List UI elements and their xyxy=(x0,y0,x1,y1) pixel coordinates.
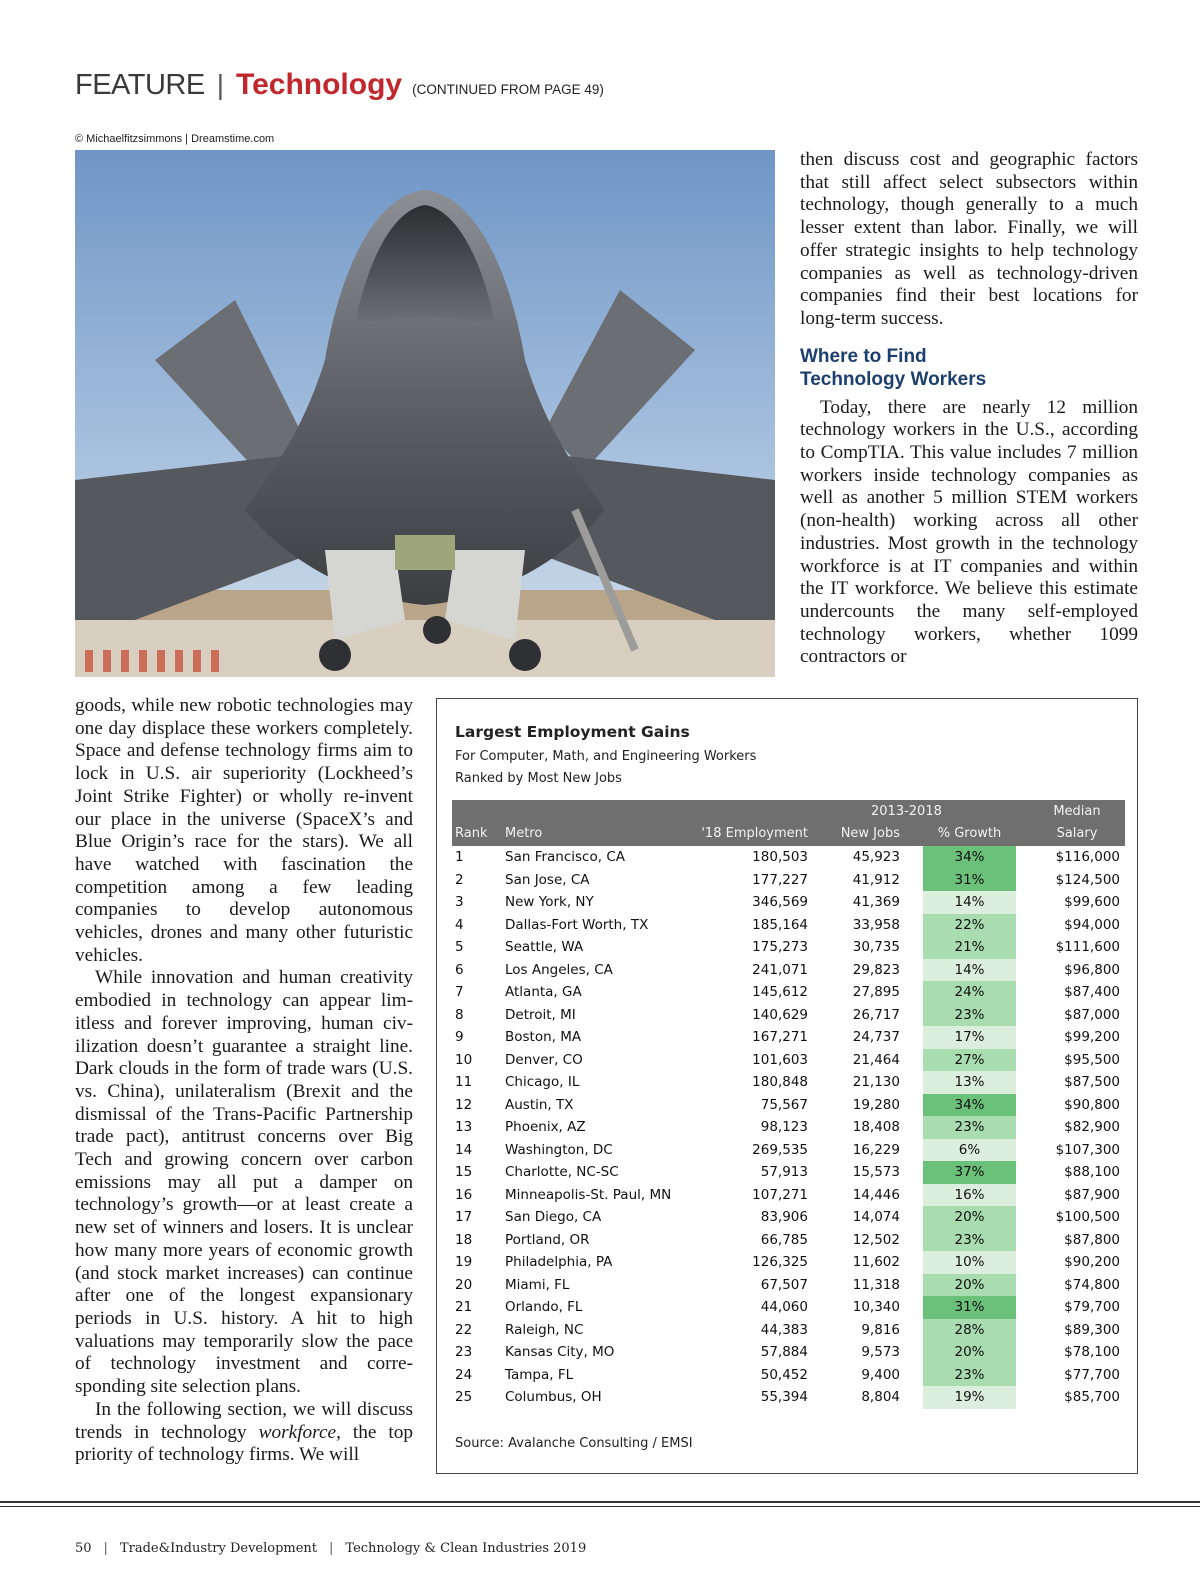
row-metro: Dallas-Fort Worth, TX xyxy=(505,916,649,933)
row-growth: 16% xyxy=(923,1184,1016,1207)
row-salary: $124,500 xyxy=(1055,871,1120,888)
paragraph-3-end: , the top priority of technology firms. We will xyxy=(75,1421,413,1466)
row-new-jobs: 14,446 xyxy=(852,1186,900,1203)
issue-name: Technology & Clean Industries 2019 xyxy=(345,1541,587,1556)
row-growth: 31% xyxy=(923,1296,1016,1319)
row-new-jobs: 15,573 xyxy=(852,1164,900,1180)
row-metro: Atlanta, GA xyxy=(505,984,582,1000)
row-employment: 44,060 xyxy=(760,1299,808,1315)
row-new-jobs: 9,573 xyxy=(861,1344,900,1360)
row-rank: 10 xyxy=(455,1051,473,1068)
table-row xyxy=(452,914,1125,937)
row-salary: $90,200 xyxy=(1064,1254,1120,1270)
row-salary: $87,500 xyxy=(1064,1074,1120,1090)
row-employment: 107,271 xyxy=(752,1186,808,1203)
row-rank: 2 xyxy=(455,871,464,888)
row-growth: 28% xyxy=(923,1319,1016,1342)
row-growth: 14% xyxy=(923,959,1016,982)
row-metro: Washington, DC xyxy=(505,1141,613,1158)
header-growth: % Growth xyxy=(937,826,1002,841)
row-new-jobs: 11,602 xyxy=(852,1254,900,1270)
table-row xyxy=(452,959,1125,982)
row-metro: Los Angeles, CA xyxy=(505,961,613,978)
row-rank: 17 xyxy=(455,1209,473,1225)
row-employment: 66,785 xyxy=(760,1231,808,1248)
row-metro: Austin, TX xyxy=(505,1096,574,1113)
row-new-jobs: 10,340 xyxy=(852,1299,900,1315)
publication-name: Trade&Industry Development xyxy=(119,1541,318,1556)
row-salary: $87,800 xyxy=(1064,1231,1120,1248)
row-employment: 145,612 xyxy=(752,984,808,1000)
row-metro: Detroit, MI xyxy=(505,1006,576,1023)
row-metro: San Diego, CA xyxy=(505,1209,602,1225)
header-group-years: 2013-2018 xyxy=(871,804,942,819)
page-header xyxy=(75,68,604,108)
row-rank: 23 xyxy=(455,1344,473,1360)
table-row xyxy=(452,1071,1125,1094)
row-rank: 7 xyxy=(455,984,464,1000)
row-new-jobs: 33,958 xyxy=(852,916,900,933)
row-employment: 185,164 xyxy=(752,916,808,933)
row-metro: Seattle, WA xyxy=(505,939,584,955)
row-employment: 346,569 xyxy=(752,894,808,910)
row-growth: 24% xyxy=(923,981,1016,1004)
row-rank: 5 xyxy=(455,939,464,955)
subhead-line-1: Where to Find xyxy=(800,345,927,367)
row-employment: 55,394 xyxy=(760,1389,808,1405)
row-metro: San Francisco, CA xyxy=(505,849,625,865)
row-rank: 20 xyxy=(455,1276,473,1293)
body-paragraph: Today, there are nearly 12 million technology workers in the U.S., according to CompTIA. This value includes 7 million workers inside technology companies as well as another 5 million STEM workers (non-health) working across all other industries. Most growth in the technology workforce is at IT companies and within the IT workforce. We believe this estimate undercounts the many self-employed technology workers, whether 1099 contractors or xyxy=(800,396,1138,668)
row-rank: 9 xyxy=(455,1029,464,1045)
row-new-jobs: 41,369 xyxy=(852,894,900,910)
row-growth: 19% xyxy=(923,1386,1016,1409)
row-rank: 21 xyxy=(455,1299,473,1315)
row-rank: 24 xyxy=(455,1366,473,1383)
row-growth: 21% xyxy=(923,936,1016,959)
table-row xyxy=(452,1364,1125,1387)
left-text-column xyxy=(75,695,413,1467)
table-row xyxy=(452,1116,1125,1139)
row-new-jobs: 16,229 xyxy=(852,1141,900,1158)
row-growth: 6% xyxy=(923,1139,1016,1162)
row-rank: 22 xyxy=(455,1321,473,1338)
paragraph-3-start: In the following section, we will discuss trends in technology xyxy=(75,1398,413,1443)
row-growth: 22% xyxy=(923,914,1016,937)
row-new-jobs: 9,400 xyxy=(861,1366,900,1383)
row-growth: 31% xyxy=(923,869,1016,892)
row-rank: 25 xyxy=(455,1389,473,1405)
header-salary: Salary xyxy=(1056,826,1098,841)
paragraph-2: While innovation and human creativity embodied in technology can appear limitless and forever improving, human civilization doesn’t guarantee a straight line. Dark clouds in the form of trade wars (U.S. vs. China), unilateralism (Brexit and the dismissal of the Trans-Pacific Partnership trade pact), antitrust concerns over Big Tech and growing concern over carbon emissions may all put a damper on technology’s growth—or at least create a new set of winners and losers. It is unclear how many more years of economic growth (and stock market increases) can continue after one of the longest expansionary periods in U.S. history. A hit to high valuations may temporarily slow the pace of technology investment and corresponding site selection plans. xyxy=(75,967,413,1398)
row-new-jobs: 45,923 xyxy=(852,849,900,865)
paragraph-1: goods, while new robotic technologies may one day displace these workers completely. Space and defense technology firms aim to lock in U.S. air superiority (Lockheed’s Joint Strike Fighter) or wholly re-invent our place in the universe (SpaceX’s and Blue Origin’s race for the stars). We all have watched with fascination the competition among a few leading companies to develop autonomous vehicles, drones and many other futuristic vehicles. xyxy=(75,695,413,966)
row-growth: 37% xyxy=(923,1161,1016,1184)
subhead-line-2: Technology Workers xyxy=(800,368,987,390)
row-growth: 10% xyxy=(923,1251,1016,1274)
row-salary: $94,000 xyxy=(1064,916,1120,933)
row-salary: $99,200 xyxy=(1064,1029,1120,1045)
row-rank: 8 xyxy=(455,1006,464,1023)
table-subtitle-2: Ranked by Most New Jobs xyxy=(455,771,622,786)
row-employment: 269,535 xyxy=(752,1141,808,1158)
row-employment: 83,906 xyxy=(760,1209,808,1225)
table-source: Source: Avalanche Consulting / EMSI xyxy=(455,1436,693,1451)
row-employment: 57,913 xyxy=(760,1164,808,1180)
row-employment: 98,123 xyxy=(760,1119,808,1135)
row-salary: $88,100 xyxy=(1064,1164,1120,1180)
row-growth: 27% xyxy=(923,1049,1016,1072)
header-new-jobs: New Jobs xyxy=(840,826,900,841)
row-new-jobs: 29,823 xyxy=(852,961,900,978)
row-new-jobs: 27,895 xyxy=(852,984,900,1000)
row-rank: 4 xyxy=(455,916,464,933)
table-title: Largest Employment Gains xyxy=(455,723,690,741)
section-subhead xyxy=(800,345,1138,391)
row-growth: 23% xyxy=(923,1229,1016,1252)
row-metro: Columbus, OH xyxy=(505,1389,602,1405)
row-employment: 241,071 xyxy=(752,961,808,978)
table-subtitle-1: For Computer, Math, and Engineering Workers xyxy=(455,749,757,764)
row-metro: Phoenix, AZ xyxy=(505,1119,586,1135)
row-new-jobs: 19,280 xyxy=(852,1096,900,1113)
row-growth: 17% xyxy=(923,1026,1016,1049)
row-salary: $74,800 xyxy=(1064,1276,1120,1293)
row-rank: 13 xyxy=(455,1119,473,1135)
row-employment: 75,567 xyxy=(760,1096,808,1113)
page-footer xyxy=(75,1541,586,1556)
row-new-jobs: 14,074 xyxy=(852,1209,900,1225)
row-new-jobs: 21,130 xyxy=(852,1074,900,1090)
row-rank: 12 xyxy=(455,1096,473,1113)
right-text-column xyxy=(800,149,1138,669)
row-metro: Portland, OR xyxy=(505,1231,590,1248)
table-body xyxy=(452,846,1125,1409)
row-growth: 13% xyxy=(923,1071,1016,1094)
row-employment: 140,629 xyxy=(752,1006,808,1023)
row-salary: $85,700 xyxy=(1064,1389,1120,1405)
page-number: 50 xyxy=(75,1541,92,1556)
continued-note: (CONTINUED FROM PAGE 49) xyxy=(412,82,604,97)
row-new-jobs: 24,737 xyxy=(852,1029,900,1045)
row-employment: 180,848 xyxy=(752,1074,808,1090)
row-metro: Charlotte, NC-SC xyxy=(505,1164,619,1180)
row-metro: Orlando, FL xyxy=(505,1299,583,1315)
row-salary: $78,100 xyxy=(1064,1344,1120,1360)
table-row xyxy=(452,1386,1125,1409)
table-row xyxy=(452,1139,1125,1162)
row-salary: $116,000 xyxy=(1055,849,1120,865)
row-salary: $107,300 xyxy=(1055,1141,1120,1158)
row-metro: Philadelphia, PA xyxy=(505,1254,613,1270)
table-row xyxy=(452,1229,1125,1252)
row-salary: $79,700 xyxy=(1064,1299,1120,1315)
section-label: FEATURE xyxy=(75,69,205,101)
header-median: Median xyxy=(1053,804,1101,819)
row-employment: 167,271 xyxy=(752,1029,808,1045)
row-new-jobs: 26,717 xyxy=(852,1006,900,1023)
row-rank: 18 xyxy=(455,1231,473,1248)
row-new-jobs: 8,804 xyxy=(861,1389,900,1405)
paragraph-3 xyxy=(75,1399,413,1467)
row-employment: 175,273 xyxy=(752,939,808,955)
row-salary: $96,800 xyxy=(1064,961,1120,978)
row-metro: Minneapolis-St. Paul, MN xyxy=(505,1186,672,1203)
row-salary: $82,900 xyxy=(1064,1119,1120,1135)
header-separator: | xyxy=(216,69,224,100)
row-rank: 16 xyxy=(455,1186,473,1203)
table-row xyxy=(452,1184,1125,1207)
row-metro: Raleigh, NC xyxy=(505,1321,584,1338)
row-new-jobs: 12,502 xyxy=(852,1231,900,1248)
table-row xyxy=(452,891,1125,914)
table-row xyxy=(452,1049,1125,1072)
row-salary: $89,300 xyxy=(1064,1321,1120,1338)
header-rank: Rank xyxy=(455,826,488,841)
table-row xyxy=(452,981,1125,1004)
table-row xyxy=(452,869,1125,892)
table-row xyxy=(452,1319,1125,1342)
row-new-jobs: 30,735 xyxy=(852,939,900,955)
footer-separator: | xyxy=(103,1541,108,1556)
table-row xyxy=(452,1206,1125,1229)
row-rank: 15 xyxy=(455,1164,473,1180)
row-new-jobs: 18,408 xyxy=(852,1119,900,1135)
row-new-jobs: 21,464 xyxy=(852,1051,900,1068)
row-metro: New York, NY xyxy=(505,894,594,910)
row-salary: $95,500 xyxy=(1064,1051,1120,1068)
table-row xyxy=(452,1004,1125,1027)
employment-table xyxy=(436,698,1138,1474)
intro-paragraph: then discuss cost and geographic factors that still affect select subsectors within technology, though generally to a much lesser extent than labor. Finally, we will offer strategic insights to help technology companies as well as technology-driven companies find their best locations for long-term success. xyxy=(800,149,1138,329)
row-metro: Kansas City, MO xyxy=(505,1344,615,1360)
header-employment: '18 Employment xyxy=(701,826,808,841)
row-metro: Miami, FL xyxy=(505,1276,570,1293)
footer-rule-thin xyxy=(0,1506,1200,1507)
row-employment: 177,227 xyxy=(752,871,808,888)
table-row xyxy=(452,1026,1125,1049)
row-growth: 23% xyxy=(923,1004,1016,1027)
row-rank: 14 xyxy=(455,1141,473,1158)
row-employment: 67,507 xyxy=(760,1276,808,1293)
paragraph-3-emphasis: workforce xyxy=(258,1421,337,1443)
table-row xyxy=(452,1161,1125,1184)
row-rank: 3 xyxy=(455,894,464,910)
row-new-jobs: 9,816 xyxy=(861,1321,900,1338)
row-metro: Denver, CO xyxy=(505,1051,583,1068)
topic-label: Technology xyxy=(235,68,403,101)
row-salary: $90,800 xyxy=(1064,1096,1120,1113)
row-salary: $99,600 xyxy=(1064,894,1120,910)
fighter-jet-photo xyxy=(75,150,775,677)
table-header xyxy=(452,800,1125,846)
row-salary: $100,500 xyxy=(1055,1209,1120,1225)
row-new-jobs: 11,318 xyxy=(852,1276,900,1293)
row-salary: $87,900 xyxy=(1064,1186,1120,1203)
footer-rule xyxy=(0,1501,1200,1503)
footer-separator: | xyxy=(329,1541,334,1556)
row-employment: 101,603 xyxy=(752,1051,808,1068)
table-row xyxy=(452,1296,1125,1319)
row-growth: 34% xyxy=(923,846,1016,869)
row-rank: 19 xyxy=(455,1254,473,1270)
row-growth: 34% xyxy=(923,1094,1016,1117)
photo-credit: © Michaelfitzsimmons | Dreamstime.com xyxy=(75,133,275,145)
row-employment: 50,452 xyxy=(760,1366,808,1383)
row-rank: 6 xyxy=(455,961,464,978)
table-row xyxy=(452,1274,1125,1297)
row-salary: $77,700 xyxy=(1064,1366,1120,1383)
row-new-jobs: 41,912 xyxy=(852,871,900,888)
row-metro: San Jose, CA xyxy=(505,871,590,888)
row-salary: $87,400 xyxy=(1064,984,1120,1000)
fighter-jet-icon xyxy=(75,150,775,677)
row-metro: Tampa, FL xyxy=(505,1366,574,1383)
row-salary: $87,000 xyxy=(1064,1006,1120,1023)
row-employment: 126,325 xyxy=(752,1254,808,1270)
row-employment: 180,503 xyxy=(752,849,808,865)
table-row xyxy=(452,846,1125,869)
row-rank: 11 xyxy=(455,1074,473,1090)
row-employment: 44,383 xyxy=(760,1321,808,1338)
header-metro: Metro xyxy=(505,826,543,841)
row-growth: 23% xyxy=(923,1116,1016,1139)
row-salary: $111,600 xyxy=(1055,939,1120,955)
table-row xyxy=(452,1341,1125,1364)
row-metro: Boston, MA xyxy=(505,1029,582,1045)
table-row xyxy=(452,1094,1125,1117)
row-growth: 20% xyxy=(923,1206,1016,1229)
table-row xyxy=(452,936,1125,959)
table-row xyxy=(452,1251,1125,1274)
row-growth: 20% xyxy=(923,1274,1016,1297)
row-growth: 14% xyxy=(923,891,1016,914)
row-metro: Chicago, IL xyxy=(505,1074,580,1090)
row-growth: 20% xyxy=(923,1341,1016,1364)
row-growth: 23% xyxy=(923,1364,1016,1387)
row-employment: 57,884 xyxy=(760,1344,808,1360)
row-rank: 1 xyxy=(455,849,464,865)
